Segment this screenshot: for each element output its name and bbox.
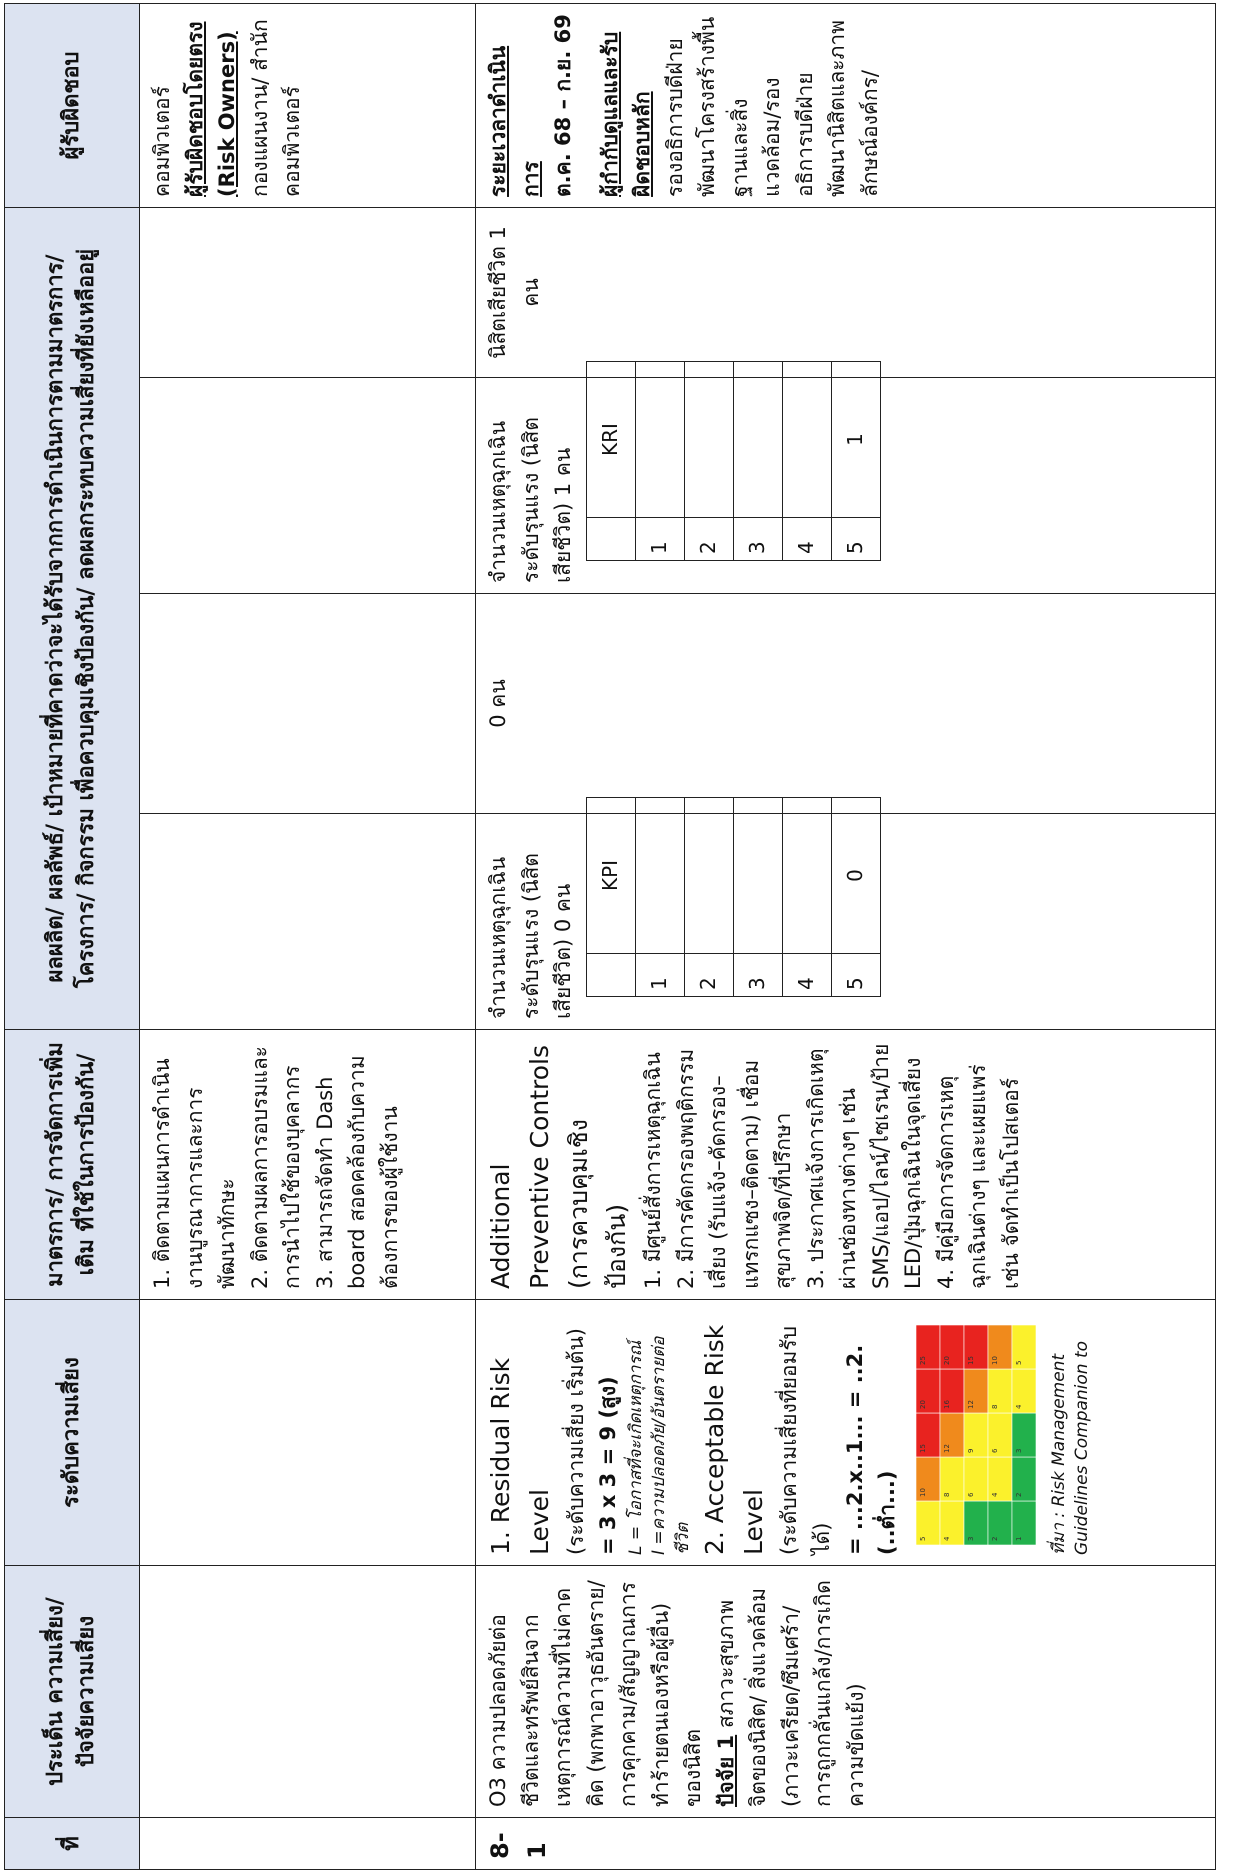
header-no: ที่ (5, 1818, 140, 1870)
heatmap-cell-label: 12 (942, 1444, 951, 1453)
risk-table (4, 3, 1216, 1870)
kpi-level: 3 (733, 954, 782, 997)
owner-line: กองแผนงาน/ สำนักคอมพิวเตอร์ (247, 19, 305, 197)
residual-title: 1. Residual Risk Level (486, 1357, 554, 1555)
target-cell (476, 594, 1216, 814)
owner-continued (140, 3, 476, 207)
kri-value-cell (635, 362, 684, 518)
kri-value-cell (684, 362, 733, 518)
supervisor-label: ผู้กำกับดูแลและรับผิดชอบหลัก (597, 31, 655, 197)
owner-heading: ผู้รับผิดชอบโดยตรง (Risk Owners) (182, 21, 240, 197)
measure-item: 3. สามารถจัดทำ Dash board สอดคล้องกับความต้องการของผู้ใช้งาน (312, 1055, 402, 1289)
cell-empty (140, 207, 476, 377)
kri-value-cell (733, 362, 782, 518)
heatmap-cell-label: 3 (966, 1536, 975, 1541)
row-number: 8-1 (476, 1818, 1216, 1870)
header-row (5, 3, 140, 1869)
cell-empty (140, 378, 476, 594)
risk-heatmap (912, 1315, 1042, 1555)
kpi-level: 5 (831, 954, 880, 997)
issue-text: O3 ความปลอดภัยต่อชีวิตและทรัพย์สินจากเหตุการณ์ความที่ไม่คาดคิด (พกพาอาวุธอันตราย/การคุกคาม/สัญญาณการทำร้ายตนเองหรือผู้อื่น) ของนิสิต (486, 1580, 706, 1807)
measure-item: 2. มีการคัดกรองพฤติกรรมเสี่ยง (รับแจ้ง–คัดกรอง–แทรกแซง–ติดตาม) เชื่อมสุขภาพจิต/ที่ปรึกษา (673, 1048, 796, 1289)
cell-empty (140, 1300, 476, 1566)
measure-item: 1. ติดตามแผนการดำเนินงานบูรณาการและการพัฒนาทักษะ (150, 1058, 240, 1289)
kpi-table (586, 797, 881, 997)
kri-level: 1 (635, 518, 684, 561)
kpi-level: 1 (635, 954, 684, 997)
measures-continued (140, 1030, 476, 1300)
note-impact: I =ความปลอดภัย/อันตรายต่อชีวิต (649, 1336, 694, 1555)
heatmap-cell-label: 5 (918, 1536, 927, 1541)
heatmap-cell-label: 12 (966, 1400, 975, 1409)
kpi-level: 2 (684, 954, 733, 997)
header-measures: มาตรการ/ การจัดการเพิ่มเติม ที่ใช้ในการป้องกัน/ (5, 1030, 140, 1300)
cell-empty (140, 1566, 476, 1818)
kpi-value-cell (684, 798, 733, 954)
heatmap-cell-label: 15 (918, 1444, 927, 1453)
risk-level-cell (476, 1300, 1216, 1566)
owner-cell (476, 3, 1216, 207)
header-issue: ประเด็น ความเสี่ยง/ ปัจจัยความเสี่ยง (5, 1566, 140, 1818)
note-likelihood: L = โอกาสที่จะเกิดเหตุการณ์ (625, 1340, 646, 1555)
heatmap-cell-label: 20 (942, 1356, 951, 1365)
cell-empty (140, 814, 476, 1030)
kri-value-cell (782, 362, 831, 518)
owner-line: คอมพิวเตอร์ (150, 86, 174, 197)
duration-label: ระยะเวลาดำเนินการ (486, 45, 543, 197)
measures-cell (476, 1030, 1216, 1300)
heatmap-cell-label: 25 (918, 1356, 927, 1365)
kpi-level: 4 (782, 954, 831, 997)
source-note: ที่มา : Risk Management Guidelines Companion to (1048, 1340, 1092, 1555)
heatmap-cell-label: 16 (942, 1400, 951, 1409)
kri-table (586, 361, 881, 561)
kpi-value-cell (733, 798, 782, 954)
kpi-cell (476, 814, 1216, 1030)
kri-text: จำนวนเหตุฉุกเฉินระดับรุนแรง (นิสิตเสียชีวิต) 1 คน (486, 417, 576, 583)
residual-sub: (ระดับความเสี่ยง เริ่มต้น) (563, 1328, 588, 1555)
heatmap-cell-label: 1 (1014, 1536, 1023, 1541)
heatmap-cell-label: 3 (1014, 1448, 1023, 1453)
issue-cell (476, 1566, 1216, 1818)
header-owner: ผู้รับผิดชอบ (5, 3, 140, 207)
factor-label: ปัจจัย 1 (713, 1734, 738, 1807)
kri-value: 1 (831, 362, 880, 518)
heatmap-cell-label: 2 (990, 1536, 999, 1541)
result-text: นิสิตเสียชีวิต 1 คน (486, 226, 543, 359)
kri-level: 3 (733, 518, 782, 561)
result-cell (476, 207, 1216, 377)
kpi-value-cell (782, 798, 831, 954)
target-zero: 0 คน (486, 679, 510, 728)
acceptable-calc: = ...2.x..1... = ..2.(..ต่ำ...) (842, 1344, 900, 1555)
kri-level: 5 (831, 518, 880, 561)
cell-empty (140, 594, 476, 814)
heatmap-cell-label: 8 (990, 1404, 999, 1409)
residual-calc: = 3 x 3 = 9 (สูง) (596, 1376, 621, 1555)
factor-text: สภาวะสุขภาพจิตของนิสิต/ สิ่งแวดล้อม (ภาวะเครียด/ซึมเศร้า/การถูกกลั่นแกล้ง/การเกิดความขัดแย้ง) (713, 1580, 869, 1807)
heatmap-cell-label: 9 (966, 1448, 975, 1453)
measure-item: 1. มีศูนย์สั่งการเหตุฉุกเฉิน (641, 1052, 665, 1289)
measures-title: Additional Preventive Controls (การควบคุมเชิงป้องกัน) (486, 1044, 632, 1289)
table-row-continued (140, 3, 476, 1869)
duration-value: ต.ค. 68 – ก.ย. 69 (551, 14, 576, 197)
kri-cell (476, 378, 1216, 594)
kpi-value-cell (635, 798, 684, 954)
kri-level: 2 (684, 518, 733, 561)
heatmap-cell-label: 6 (990, 1448, 999, 1453)
supervisor-text: รองอธิการบดีฝ่ายพัฒนาโครงสร้างพื้นฐานและสิ่งแวดล้อม/รองอธิการบดีฝ่ายพัฒนานิสิตและภาพลักษณ์องค์กร/ (662, 16, 883, 197)
heatmap-cell-label: 4 (1014, 1404, 1023, 1409)
kpi-text: จำนวนเหตุฉุกเฉินระดับรุนแรง (นิสิตเสียชีวิต) 0 คน (486, 853, 576, 1019)
heatmap-cell-label: 8 (942, 1492, 951, 1497)
table-row-8-1 (476, 3, 1216, 1869)
measure-item: 3. ประกาศแจ้งการเกิดเหตุผ่านช่องทางต่างๆ เช่น SMS/แอป/ไลน์/ไซเรน/ป้าย LED/ปุ่มฉุกเฉินในจุดเสี่ยง (803, 1043, 926, 1289)
heatmap-cell-label: 5 (1014, 1360, 1023, 1365)
acceptable-title: 2. Acceptable Risk Level (699, 1324, 768, 1555)
heatmap-cell-label: 10 (990, 1356, 999, 1365)
kri-level: 4 (782, 518, 831, 561)
heatmap-cell-label: 10 (918, 1488, 927, 1497)
kpi-corner (586, 954, 635, 997)
kri-corner (586, 518, 635, 561)
measure-item: 4. มีคู่มือการจัดการเหตุฉุกเฉินต่างๆ และเผยแพร่ เช่น จัดทำเป็นโปสเตอร์ (933, 1064, 1024, 1289)
heatmap-cell-label: 4 (990, 1492, 999, 1497)
kpi-header: KPI (586, 798, 635, 954)
header-level: ระดับความเสี่ยง (5, 1300, 140, 1566)
kri-header: KRI (586, 362, 635, 518)
measure-item: 2. ติดตามผลการอบรมและการนำไปใช้ของบุคลากร (247, 1046, 305, 1289)
heatmap-cell-label: 4 (942, 1536, 951, 1541)
heatmap-cell-label: 2 (1014, 1492, 1023, 1497)
header-outcome: ผลผลิต/ ผลลัพธ์/ เป้าหมายที่คาดว่าจะได้รับจากการดำเนินการตามมาตรการ/ โครงการ/ กิจกรรม เพื่อควบคุมเชิงป้องกัน/ ลดผลกระทบความเสี่ยงที่ยังเหลืออยู่ (5, 207, 140, 1029)
heatmap-cell-label: 15 (966, 1356, 975, 1365)
acceptable-sub: (ระดับความเสี่ยงที่ยอมรับได้) (777, 1326, 835, 1555)
cell-empty (140, 1818, 476, 1870)
kpi-value: 0 (831, 798, 880, 954)
heatmap-cell-label: 20 (918, 1400, 927, 1409)
heatmap-cell-label: 6 (966, 1492, 975, 1497)
